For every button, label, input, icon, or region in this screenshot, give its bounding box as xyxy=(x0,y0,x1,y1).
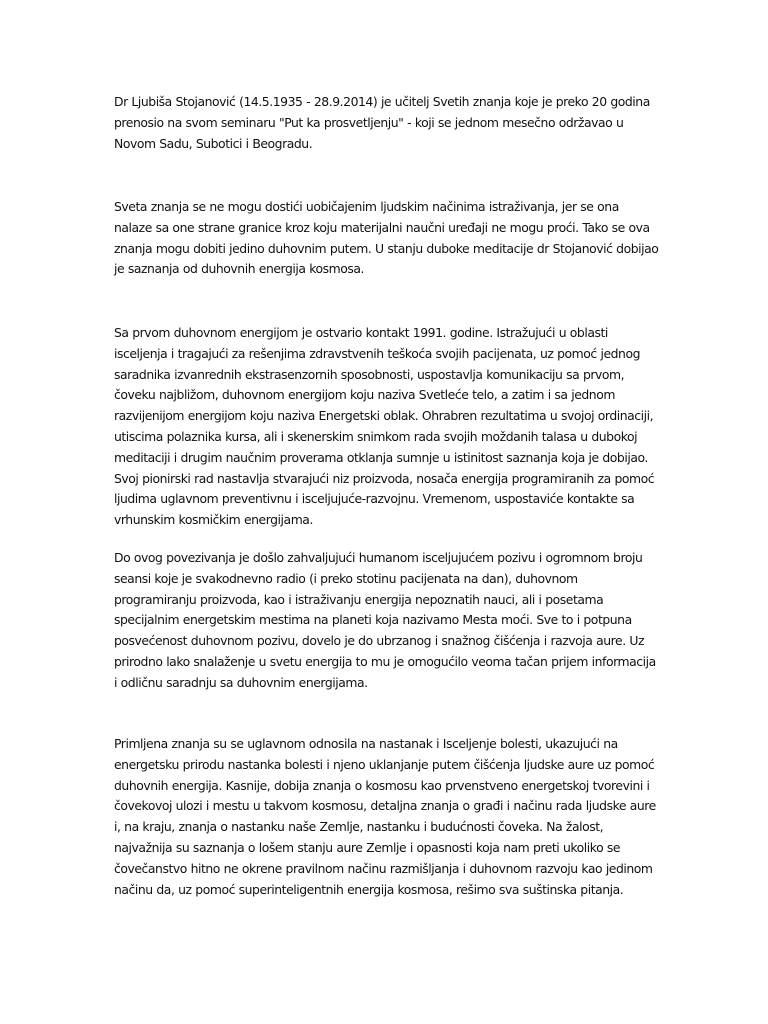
paragraph-3: Sa prvom duhovnom energijom je ostvario kontakt 1991. godine. Istražujući u oblasti isceljenja i tragajući za rešenjima zdravstvenih teškoća svojih pacijenata, uz pomoć jednog saradnika izvanrednih ekstrasenzornih sposobnosti, uspostavlja komunikaciju sa prvom, čoveku najbližom, duhovnom energijom koju naziva Svetleće telo, a zatim i sa jednom razvijenijom energijom koju naziva Energetski oblak. Ohrabren rezultatima u svojoj ordinaciji, utiscima polaznika kursa, ali i skenerskim snimkom rada svojih moždanih talasa u dubokoj meditaciji i drugim naučnim proverama otklanja sumnje u istinitost saznanja koja je dobijao. Svoj pionirski rad nastavlja stvarajući niz proizvoda, nosača energija programiranih za pomoć ljudima uglavnom preventivnu i isceljujuće-razvojnu. Vremenom, uspostaviće kontakte sa vrhunskim kosmičkim energijama. xyxy=(114,325,655,528)
paragraph-2: Sveta znanja se ne mogu dostići uobičajenim ljudskim načinima istraživanja, jer se ona nalaze sa one strane granice kroz koju materijalni naučni uređaji ne mogu proći. Tako se ova znanja mogu dobiti jedino duhovnim putem. U stanju duboke meditacije dr Stojanović dobijao je saznanja od duhovnih energija kosmosa. xyxy=(114,199,659,277)
paragraph-4: Do ovog povezivanja je došlo zahvaljujući humanom isceljujućem pozivu i ogromnom broju seansi koje je svakodnevno radio (i preko stotinu pacijenata na dan), duhovnom programiranju proizvoda, kao i istraživanju energija nepoznatih nauci, ali i posetama specijalnim energetskim mestima na planeti koja nazivamo Mesta moći. Sve to i potpuna posvećenost duhovnom pozivu, dovelo je do ubrzanog i snažnog čišćenja i razvoja aure. Uz prirodno lako snalaženje u svetu energija to mu je omogućilo veoma tačan prijem informacija i odličnu saradnju sa duhovnim energijama. xyxy=(114,550,656,690)
paragraph-5: Primljena znanja su se uglavnom odnosila na nastanak i Isceljenje bolesti, ukazujući na energetsku prirodu nastanka bolesti i njeno uklanjanje putem čišćenja ljudske aure uz pomoć duhovnih energija. Kasnije, dobija znanja o kosmosu kao prvenstveno energetskoj tvorevini i čovekovoj ulozi i mestu u takvom kosmosu, detaljna znanja o građi i načinu rada ljudske aure i, na kraju, znanja o nastanku naše Zemlje, nastanku i budućnosti čoveka. Na žalost, najvažnija su saznanja o lošem stanju aure Zemlje i opasnosti koja nam preti ukoliko se čovečanstvo hitno ne okrene pravilnom načinu razmišljanja i duhovnom razvoju kao jedinom načinu da, uz pomoć superinteligentnih energija kosmosa, rešimo sva suštinska pitanja. xyxy=(114,736,656,897)
paragraph-1: Dr Ljubiša Stojanović (14.5.1935 - 28.9.2014) je učitelj Svetih znanja koje je preko 20 godina prenosio na svom seminaru "Put ka prosvetljenju" - koji se jednom mesečno održavao u Novom Sadu, Subotici i Beogradu. xyxy=(114,94,650,151)
